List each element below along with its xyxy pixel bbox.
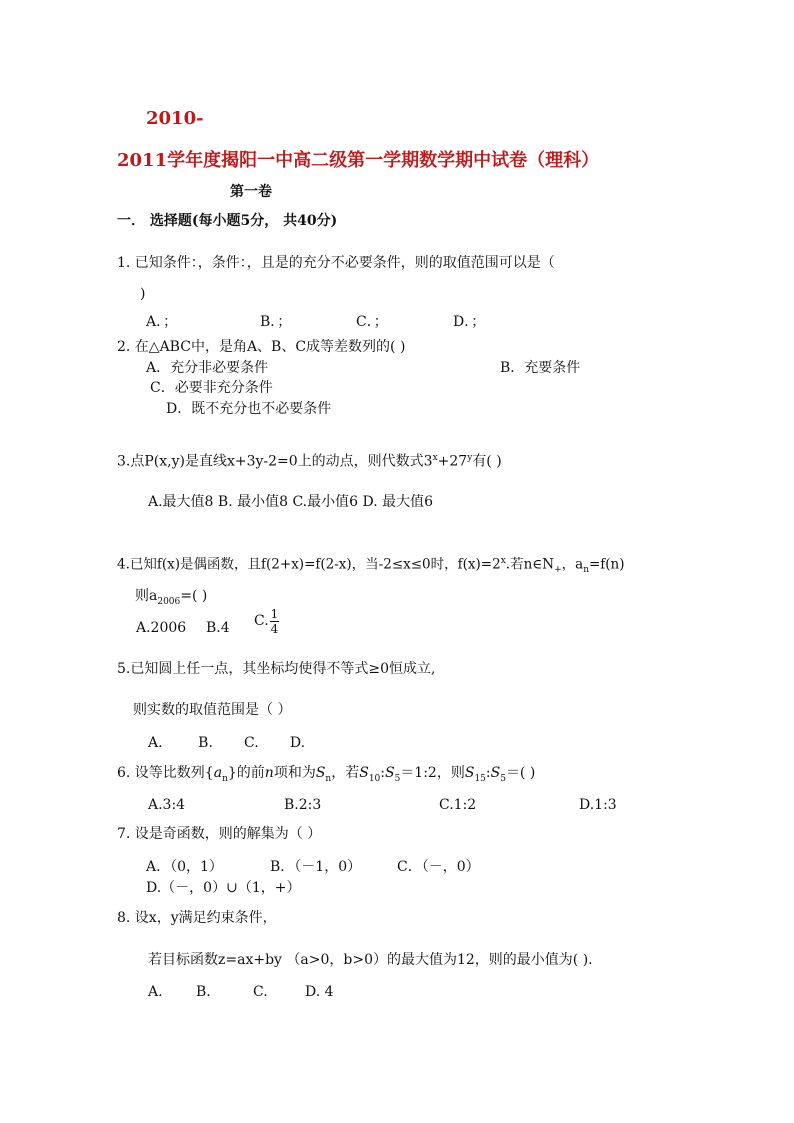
q6-option-a: A.3:4 bbox=[148, 797, 186, 813]
q6-s1-sub: n bbox=[325, 773, 332, 784]
q5-options: A. B. C. D. bbox=[148, 735, 306, 751]
q3-exponent-x: x bbox=[432, 453, 438, 463]
q6-s2: S bbox=[359, 765, 369, 781]
q1-option-c: C．； bbox=[356, 314, 388, 330]
q1-option-b: B．； bbox=[260, 314, 292, 330]
q6-colon-2: : bbox=[485, 765, 491, 781]
volume-label: 第一卷 bbox=[230, 184, 272, 200]
q6-s5-sub: 5 bbox=[500, 773, 506, 784]
section-heading: 一． 选择题(每小题5分， 共40分) bbox=[117, 213, 338, 229]
q7-stem: 7. 设是奇函数，则的解集为（ ） bbox=[117, 826, 322, 842]
q3-stem-text-b: +27 bbox=[437, 453, 468, 470]
q1-stem: 1. 已知条件：，条件：，且是的充分不必要条件，则的取值范围可以是（ bbox=[117, 255, 555, 271]
q6-option-d: D.1:3 bbox=[579, 797, 617, 813]
q7-option-d: D.（－，0）∪（1，+） bbox=[146, 880, 301, 896]
q4-option-c-fraction bbox=[270, 608, 280, 635]
q1-option-d: D．； bbox=[453, 314, 486, 330]
q3-options: A.最大值8 B. 最小值8 C.最小值6 D. 最大值6 bbox=[148, 494, 434, 510]
q1-stem-end: ) bbox=[140, 286, 146, 302]
q4-option-c bbox=[254, 608, 279, 635]
q8-option-a: A. bbox=[148, 984, 163, 1000]
q6-s3: S bbox=[384, 765, 395, 781]
q4-sub-plus: + bbox=[554, 565, 562, 576]
q4-option-a: A.2006 bbox=[136, 620, 187, 636]
q3-stem-text-a: 3.点P(x,y)是直线x+3y-2=0上的动点，则代数式3 bbox=[117, 453, 433, 470]
title-line-2: 2011学年度揭阳一中高二级第一学期数学期中试卷（理科） bbox=[117, 150, 600, 171]
q6-stem bbox=[117, 765, 535, 785]
q4-stem-b: .若n∈N bbox=[505, 556, 555, 573]
q6-colon-1: : bbox=[380, 765, 385, 781]
q6-p2: }的前 bbox=[227, 765, 265, 781]
q6-a-sub: n bbox=[222, 773, 228, 784]
q4-line-2 bbox=[135, 588, 207, 608]
q4-line2-a: 则a bbox=[135, 588, 158, 604]
q6-n: n bbox=[264, 765, 274, 781]
q4-exp: x bbox=[500, 556, 506, 566]
q4-line2-sub: 2006 bbox=[157, 596, 181, 607]
q1-option-a: A．； bbox=[146, 314, 178, 330]
q2-stem: 2. 在△ABC中，是角A、B、C成等差数列的( ) bbox=[117, 339, 406, 355]
q5-line-2: 则实数的取值范围是（ ） bbox=[133, 702, 292, 718]
q6-s2-sub: 10 bbox=[368, 773, 381, 784]
q2-option-d: D．既不充分也不必要条件 bbox=[166, 401, 332, 417]
q6-p3: 项和为 bbox=[273, 765, 316, 781]
q6-s4: S bbox=[464, 765, 475, 781]
q4-stem-a: 4.已知f(x)是偶函数，且f(2+x)=f(2-x)，当-2≤x≤0时，f(x)=2 bbox=[117, 556, 501, 573]
q8-option-b: B. bbox=[196, 984, 211, 1000]
q3-stem-text-c: 有( ) bbox=[472, 453, 502, 470]
q8-line-2: 若目标函数z=ax+by （a>0，b>0）的最大值为12，则的最小值为( ). bbox=[148, 952, 593, 968]
q2-option-a: A．充分非必要条件 bbox=[146, 360, 269, 376]
q4-option-c-prefix: C. bbox=[254, 613, 269, 630]
q2-option-b: B．充要条件 bbox=[500, 360, 581, 376]
title-line-1: 2010- bbox=[146, 108, 204, 129]
q3-stem bbox=[117, 453, 502, 470]
q4-line2-b: =( ) bbox=[180, 588, 208, 604]
q4-frac-denominator: 4 bbox=[270, 622, 279, 636]
q3-exponent-y: y bbox=[467, 453, 473, 463]
q4-stem bbox=[117, 556, 625, 576]
q6-s5: S bbox=[490, 765, 501, 781]
q6-s3-sub: 5 bbox=[394, 773, 401, 784]
q2-option-c: C．必要非充分条件 bbox=[150, 380, 273, 396]
q4-stem-c: ，a bbox=[561, 556, 584, 573]
q6-p6: ＝( ) bbox=[505, 765, 536, 781]
q8-stem: 8. 设x，y满足约束条件， bbox=[117, 910, 277, 926]
q6-option-b: B.2:3 bbox=[284, 797, 322, 813]
q4-sub-n: n bbox=[583, 565, 589, 576]
q7-option-c: C．（－，0） bbox=[397, 859, 480, 875]
q4-option-b: B.4 bbox=[206, 620, 230, 636]
q8-option-d: D. 4 bbox=[305, 984, 334, 1000]
q4-stem-d: =f(n) bbox=[588, 556, 625, 573]
q5-stem: 5.已知圆上任一点，其坐标均使得不等式≥0恒成立, bbox=[117, 661, 436, 677]
q7-option-b: B．（－1，0） bbox=[270, 859, 362, 875]
q6-a: a bbox=[213, 765, 223, 781]
q6-s1: S bbox=[315, 765, 326, 781]
q4-frac-numerator: 1 bbox=[270, 607, 279, 621]
q6-p1: 6. 设等比数列{ bbox=[117, 765, 214, 781]
q6-s4-sub: 15 bbox=[474, 773, 486, 784]
q7-option-a: A．（0，1） bbox=[146, 859, 223, 875]
q6-option-c: C.1:2 bbox=[439, 797, 477, 813]
q8-option-c: C. bbox=[253, 984, 268, 1000]
q6-p4: ，若 bbox=[331, 765, 360, 781]
q6-p5: ＝1:2，则 bbox=[400, 765, 465, 781]
